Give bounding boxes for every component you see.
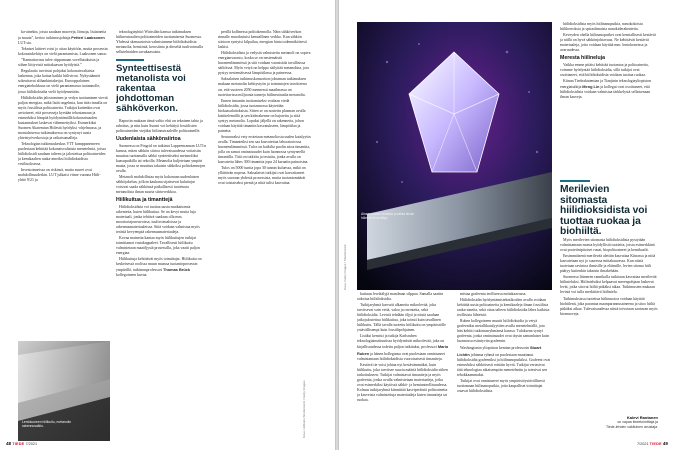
paragraph-text: Seuraavaksi vety erotetaan metanoliosta uuden katalyytin avulla. Timanteiksi sen saa kasvatettua laboratoriossa huoneenlämmössä. Tulos on kaikilta puolin aitoa timanttia, jolla on samat ominaisuudet kuin luonnossa syntyneellä timantilla. Tätä on tutkittu ja testattu, jonka avulla on kasvatettu lähes 300 timanttia jopa 24 karaatin painoisina. <box>218 134 311 165</box>
paragraph-text: Tulos on 5000 tuntia jopa 30 tunnin kuluessa, mikä on yllättävän nopeaa. Saksalaiset tutkijat ovat kasvattaneet myös suoraan yhdestä prosessista, mutta tuotantomäärät ovat toistaiseksi pieniä ja niitä tulisi kasvattaa. <box>218 166 306 186</box>
person-name: Thomas Brück <box>163 267 191 273</box>
paragraph-text: Metanoli mahdollistaa myös kokonaan uudenlaisen sähköjakelun, jolloin kaukana sijaitsevat kuluttajat voisivat saada sähkönsä paikallisesti tuotetusta metanolista ilman suurta siirtoverkkoa. <box>116 175 199 195</box>
paragraph-text: Hiilidioksidista ja vedystä valmistettu metanoli on sopiva energianvarasto, koska se on nestemäistä huoneenlämmössä ja sitä voidaan varastoida tavallisissa säiliöissä. Myös vetyä on helppo säilyttää metanolina, jota pystyy nestemäisessä lämpötilassa ja paineessa. <box>218 51 311 76</box>
paragraph-text: hiilidioksidista myös hiilinanoputkia, nanokokoisia hiilikerroksia ja spiraalimaisia nanokiderakenteita. <box>560 22 643 32</box>
paragraph-text: Kovaa mainetta kantaa myös hiilikuitujen tutkijat toimittamat vastakappaleet. Tavallisesti hiilikuitu valmistetaan maaöljystä prosessilla, joka vaatii paljon energiaa. <box>116 235 200 256</box>
pull-quote-rule <box>116 59 144 61</box>
paragraph-text: kollegoineen kuvaa. <box>116 273 148 278</box>
paragraph-text: Washingtonin yliopiston kemian professorin <box>460 346 530 351</box>
left-column-2 <box>116 30 207 440</box>
left-image-credit: Kuva: Hiilikuitu Shutterstock / Getty Images <box>302 380 306 438</box>
left-footer <box>6 441 37 446</box>
paragraph <box>18 96 108 141</box>
paragraph-text: Regulaatio tarvitsisi pohjaksi kokonaisvaltaista laskentaa, joka kattaa kaikki hiilivirrat. Nykysäännöt sokeuttavat alihankintaketjut. Eurooppalainen energiatehokkuus on vielä parantamassa tuotannolle, jossa hiilidioksidia vielä hyödynnetään. <box>18 69 101 94</box>
person-name: Meng Lin <box>582 83 600 89</box>
paragraph <box>116 175 207 195</box>
paragraph <box>116 257 207 278</box>
author-credit <box>560 416 658 429</box>
right-footer <box>637 441 668 446</box>
magazine-name-right: TIEDE <box>649 442 662 446</box>
subheading: Meresta hiilineluja <box>560 55 605 62</box>
paragraph <box>18 47 108 57</box>
paragraph <box>357 303 449 333</box>
issue-left: 7/2021 <box>25 442 38 446</box>
paragraph-text: ja kollegat ovat osoittaneet, että hiilidioksidista voidaan valmistaa tärkkelystä sellaisenaan ilman kasveja. <box>560 84 651 99</box>
paragraph <box>560 275 658 295</box>
paragraph-text: Hiilidioksidin hyödyntämistekniikoiden avulla voidaan kehittää uusia polttoaineita ja kemikaaleja ilman fossiilisia raaka-aineita, sekä ottaa talteen hiilidioksidia lähes kaikista teollisista lähteistä. <box>457 298 550 318</box>
paragraph-text: Hiilidioksidista voi tuottaa uusia mutkattomia rakenteita, kuten hiilikuitua. Se on kevyt mutta luja materiaali, jonka tehtävä saadaan olla mm. moottoriajoneuvoissa, tuulivoimaloissa ja rakennusmateriaaleissa. Siitä voidaan valmistaa myös terästä kevyempiä rakennusmateriaaleja. <box>116 204 200 234</box>
paragraph-text: Keveyden ohella hiilinanoputket ovat kemiallisesti kestäviä ja niillä on hyvä sähkönjohtavuus. Ne kehittävät kestäviä materiaaleja, joita voidaan käyttää mm. lentokoneissa ja avaruudessa. <box>560 33 656 53</box>
paragraph-text: Suomessa Itämeren rannikolla tutkitaan kasvattaa merilevää hiilinieluksi. Hiilinieluiksi kelpaavat merenpohjaan laskevat levät, jotka sitovat hiiltä pitkäksi aikaa. Tutkimusten mukaan levistä voi tulla merkittävä hiilinielu. <box>560 275 657 295</box>
right-column-3 <box>560 22 658 177</box>
left-column-1 <box>18 30 108 337</box>
paragraph-text: Tutkijaryhmä karvatti alkaneita mikrolevää, joka tarvitsevat vain vettä, valoa ja ravinteita, sekä hiilidioksidia. Levistä tehdään öljyä ja niistä saadaan jatkojalostettua hiilikuitua, joka toimii kuin tavallinen hiilikuitu. Tällä tavalla tuotettu hiilikuitu on ympäristölle ystävällisempi kuin fossiilipohjainen. <box>357 303 446 333</box>
paragraph-text: Investoinneissa on riskinsä, mutta suuret ovat mahdollisuudetkin. LUT julkaisi viime vuonna Hiili-yhtiö 9/21 ja <box>18 168 101 183</box>
paragraph <box>18 30 108 46</box>
paragraph-text: ka-ainekin, joista saadaan muoveja, liimoja, lisäaineita ja muuta”, kertoo tutkimusjohtaja <box>18 30 107 41</box>
paragraph <box>116 205 207 235</box>
paragraph-text: Myös merilevien sitomasta hiilidioksidista pystytään valmistamaan monia hyödyllisiä tuotteita, joista esimerkkinä ovat proteiinipitoiset ruuat, biopolttoaineet ja kemikaalit. <box>560 238 655 253</box>
person-name: Petteri Laaksonen <box>71 35 105 41</box>
paragraph <box>218 99 311 134</box>
right-column-2 <box>457 292 551 440</box>
paragraph <box>18 168 108 183</box>
pull-quote-right: Merilevien sitomasta hiilidioksidista voi tuottaa ruokaa ja biohiiltä. <box>560 184 648 238</box>
paragraph <box>560 297 658 317</box>
paragraph <box>457 319 551 344</box>
page-number-right: 49 <box>662 441 668 446</box>
left-page <box>0 0 335 450</box>
paragraph-text: Ensimmäisenä merilevää alettiin kasvattaa Kiinassa ja niitä kasvatetaan nyt jo suuressa mittakaavassa. Kun niistä tuotetaan ravintoa ihmisille ja eläimille, levien sitoma hiili päätyy kuitenkin takaisin ilmakehään. <box>560 254 656 274</box>
paragraph <box>560 254 658 274</box>
pull-quote-left: Synteettisestä metanolista voi rakentaa johdottoman sähköverkon. <box>116 63 186 115</box>
paragraph <box>116 30 207 55</box>
pull-quote-rule <box>560 180 590 182</box>
paragraph <box>218 51 311 76</box>
paragraph <box>18 58 108 68</box>
paragraph-text: Kestävä tie voisi johtaa nyt kestävämmäksi, kuin hiilikuitu, joka tarvitsee suuria määriä hiilidioksidia siihen tarkoitukseen. Tutkijat valmistavat timantteja ja myös grafeenia, jonka avulla valmistetaan materiaaleja, jotka ovat esimerkiksi käytössä sähkö- ja kemianteollisuudessa. Kolmas tutkijaryhmä kiinnittää kasviperäisiä polttoaineita ja kasveista valmistettuja materiaaleja kuten timantteja tai ruokaa. <box>357 362 448 402</box>
page-number-left: 48 <box>6 441 12 446</box>
paragraph-text: teknologiayhtiö Wärtsilän kanssa tutkimuksen hiilineutraalien polttoaineiden tuottamisesta Suomessa. Yhdessä skenaarioista valmistamme hiilidioksidista metanolia, bensiiniä, kerosiinia ja dieseliä tuulivoimalla sellutehtaiden savukaasuista. <box>116 30 203 55</box>
paragraph <box>18 142 108 167</box>
paragraph <box>457 345 551 377</box>
author-name: Kalevi Rantanen <box>626 415 658 420</box>
paragraph <box>560 22 658 32</box>
paragraph-text: Saksalaisen tutkimuskonsortion johtaman tutkimuksen mukaan metanolin kehitystyön ja toimintojen tavoitteena on, että vuoteen 2050 mennessä maailmassa on tuotettavissa miljoonia tonneja hiilineutraalia metanolia. <box>218 77 307 97</box>
person-name: Mario Ruben <box>357 344 449 356</box>
paragraph <box>116 144 207 174</box>
right-column-1 <box>357 292 449 440</box>
left-image-caption: Lentokoneen hiilikuitu, metanolin rakennusalkio. <box>22 420 72 429</box>
paragraph-text: Kiinan Tiedeakatemian ja Tianjinin teknologiayliopiston energiatutkija <box>560 78 651 89</box>
paragraph-text: LUT:sta. <box>18 41 32 46</box>
paragraph-text: Suomessa on Fingrid on tutkinut Lappeenrannan LUT:n kanssa, miten sähkön siirtoa tulevaisuudessa voitaisiin muuttaa tuottamalla sähkö synteettiseksi metanoliksi kaasuputkilla tai rekoilla. Metanolia kuljetetaan ympäri maata, jossa se muuttuu takaisin sähköksi polttokennojen avulla. <box>116 143 207 174</box>
paragraph <box>357 363 449 403</box>
paragraph <box>116 119 207 134</box>
paragraph-text: Hiilikuituja kehittävät myös toimittajat. Hiilikuitu on keskeisessä roolissa muun muassa tuotantoprosessin ympärillä, tutkimusprofessori <box>116 257 202 273</box>
paragraph <box>560 238 658 253</box>
paragraph-text: Ruben kollegoineen muutti hiilidioksidia ja vetyä grafeeniksi metallikatalyyttien avulla menetelmällä, jota hän kehitti tutkimusryhmänsä kanssa. Tuloksena syntyi grafeenia, jonka ominaisuudet ovat täysin samanlaiset kuin luonnossa esiintyvän grafeenin. <box>457 319 549 344</box>
right-page <box>339 0 674 450</box>
paragraph-text: Tutkimuksissa tuotettua hiilimuotoa voidaan käyttää biohiilenä, joka parantaa maanparannusaineena ja sitoo hiiltä pitkäksi aikaa. Tulevaisuudessa niistä toivotaan saatavan myös biomuoveja. <box>560 296 658 316</box>
paragraph-text: kuituun lewikälyjä maailman silppua. Samalla saatiin sidottua hiilidioksidia. <box>357 292 444 302</box>
magazine-name-left: TIEDE <box>12 442 25 446</box>
issue-right: 7/2021 <box>636 442 649 446</box>
left-column-3 <box>218 30 311 318</box>
paragraph-text: perillä kollmessa polttokennolla. Näin sähköverkon rinnalle muodostuisi kemiallinen verkko. Kun sähkön siirtoon syntyisi kilpailua, energian hinta todennäköisesti laskisi. <box>218 30 307 50</box>
paragraph-text: Teknologian tutkimuskeskus VTT kumppaneineen puolestaan kehittää kokonaisvaltaisia menetelmiä, joissa hiilidioksidi saadaan talteen ja jalostettua polttoaineiden ja kemikaalien raaka-aineiksi hiilidioksidista vesiliuoksessa. <box>18 141 106 167</box>
subheading: Uudenlaista sähkönsiirtoa <box>116 136 181 143</box>
paragraph-text: Vaikka emme pitäisi kehittää tuotantoa ja polttoaineita, voimme hyödyntää hiilidioksidia, sillä tutkijat ovat osoittaneet, että hiilidioksidista voidaan tuottaa ruokaa. <box>560 62 649 77</box>
right-column-3-continued <box>560 238 658 416</box>
paragraph <box>457 379 551 394</box>
paragraph-text: johtama ryhmä on puolestaan muuttanut hiilidioksidia grafeeniksi ja hiilinanoputkiksi. Grafeeni ovat esimerkiksi sähköisesti erittäin hyviä. Tutkijat vertasivat tätä teknologiaa aikaisempiin menetelmiin ja totesivat sen tehokkaammaksi. <box>457 352 551 377</box>
paragraph <box>218 135 311 165</box>
paragraph-text: Tutkijat ovat onnistuneet myös ympäristöystävällisesti tuottamaan hiilinanoputkia, joita kaupalliset toimittajat ostavat hiilidioksidista. <box>457 378 545 393</box>
diamond-image <box>357 22 552 290</box>
subheading: Hiilikuitua ja timanttejä <box>116 197 173 204</box>
right-image-caption: Aineen kaksi erilaista puoltaa ilman hiilestä timantteja. <box>361 212 414 221</box>
paragraph <box>218 30 311 50</box>
paragraph-text: ja hänen kollegansa ovat puolestaan onnistuneet valmistamaan hiilidioksidista vuoroisaisesti timantteja. <box>357 351 445 361</box>
paragraph <box>560 33 658 53</box>
paragraph-text: Ennen timantin tuottamiseksi voidaan viedä hiilidioksidia, jossa tuotannossa käytetään biokaasulaitoksista. Sitten se on nostettu plasman avulla käsittelemällä ja sen kiderakenne on hajotettu ja siitä syntyy metanolia. Lopuksi jäljellä on rakennetta, johon voidaan käyttää timantin kasvatukseen, lämpötilaa ja painetta. <box>218 98 306 133</box>
paragraph <box>357 292 449 302</box>
right-image-credit: Kuva: Getty Images / Shutterstock <box>343 244 347 290</box>
paragraph-text: ”Kannattavuus tulee riippumaan sovellutuksista ja siihen liittyvistä mittakaavan hyödyistä.” <box>18 58 100 68</box>
paragraph <box>18 69 108 94</box>
paragraph-text: Hiilidioksidin jalostaminen ja vedyn tuottaminen vievät paljon energiaa, mikä lisää ongelmia, kun tätä rinnalla on myös fossiilisia polttoaineita. Tutkijat kuitenkin ovat arvioineet, että prosesseja kyetään tehostamaan ja esimerkiksi lämpöä hyödyntämällä kokonaisuuden kustannukset laskevat vähennettyiksi. Esimerkiksi Suomen Akatemian Hiilestä hyödyksi -ohjelmassa, ja monialaisessa tutkimuksessa on syntynyt uusia yhteistyöverkostoja ja ratkaisumalleja. <box>18 95 108 140</box>
paragraph <box>116 236 207 256</box>
paragraph <box>560 63 658 78</box>
author-bio-line-2: Tiede-lehden vakituinen avustaja. <box>605 424 658 429</box>
author-bio-line-1: on vapaa tiedetoimittaja ja <box>617 420 658 425</box>
paragraph-text: Lisäksi kemisti ja tutkija Karlsruhen teknologiainstituutissa hyödyntävät mikrolevää, joka on kirjallisuudessa todettu paljon tutkituksi, professori <box>357 334 445 350</box>
paragraph <box>357 334 449 361</box>
paragraph <box>218 77 311 97</box>
paragraph <box>457 298 551 318</box>
person-name: Stuart Lichtin <box>457 345 542 357</box>
paragraph <box>560 79 658 100</box>
paragraph-text: Tekniset laitteet voisi jo ottaa käyttöön, mutta prosessin kokonaiskehitys on vielä parantamista, Laaksonen sanoo. <box>18 47 108 57</box>
paragraph-text: Raportin mukaan tämä valtio ehti on tekninen tahto ja rahoitus, ja niin kuin Suomi voi kehittyä fossiilisten polttoaineiden viejäksi hiilineutraaleille polttoaineille. <box>116 119 203 134</box>
paragraph-text: mistaa grafeenia teollisessa mittakaavassa. <box>460 292 527 296</box>
paragraph <box>457 292 551 297</box>
paragraph <box>218 166 311 186</box>
